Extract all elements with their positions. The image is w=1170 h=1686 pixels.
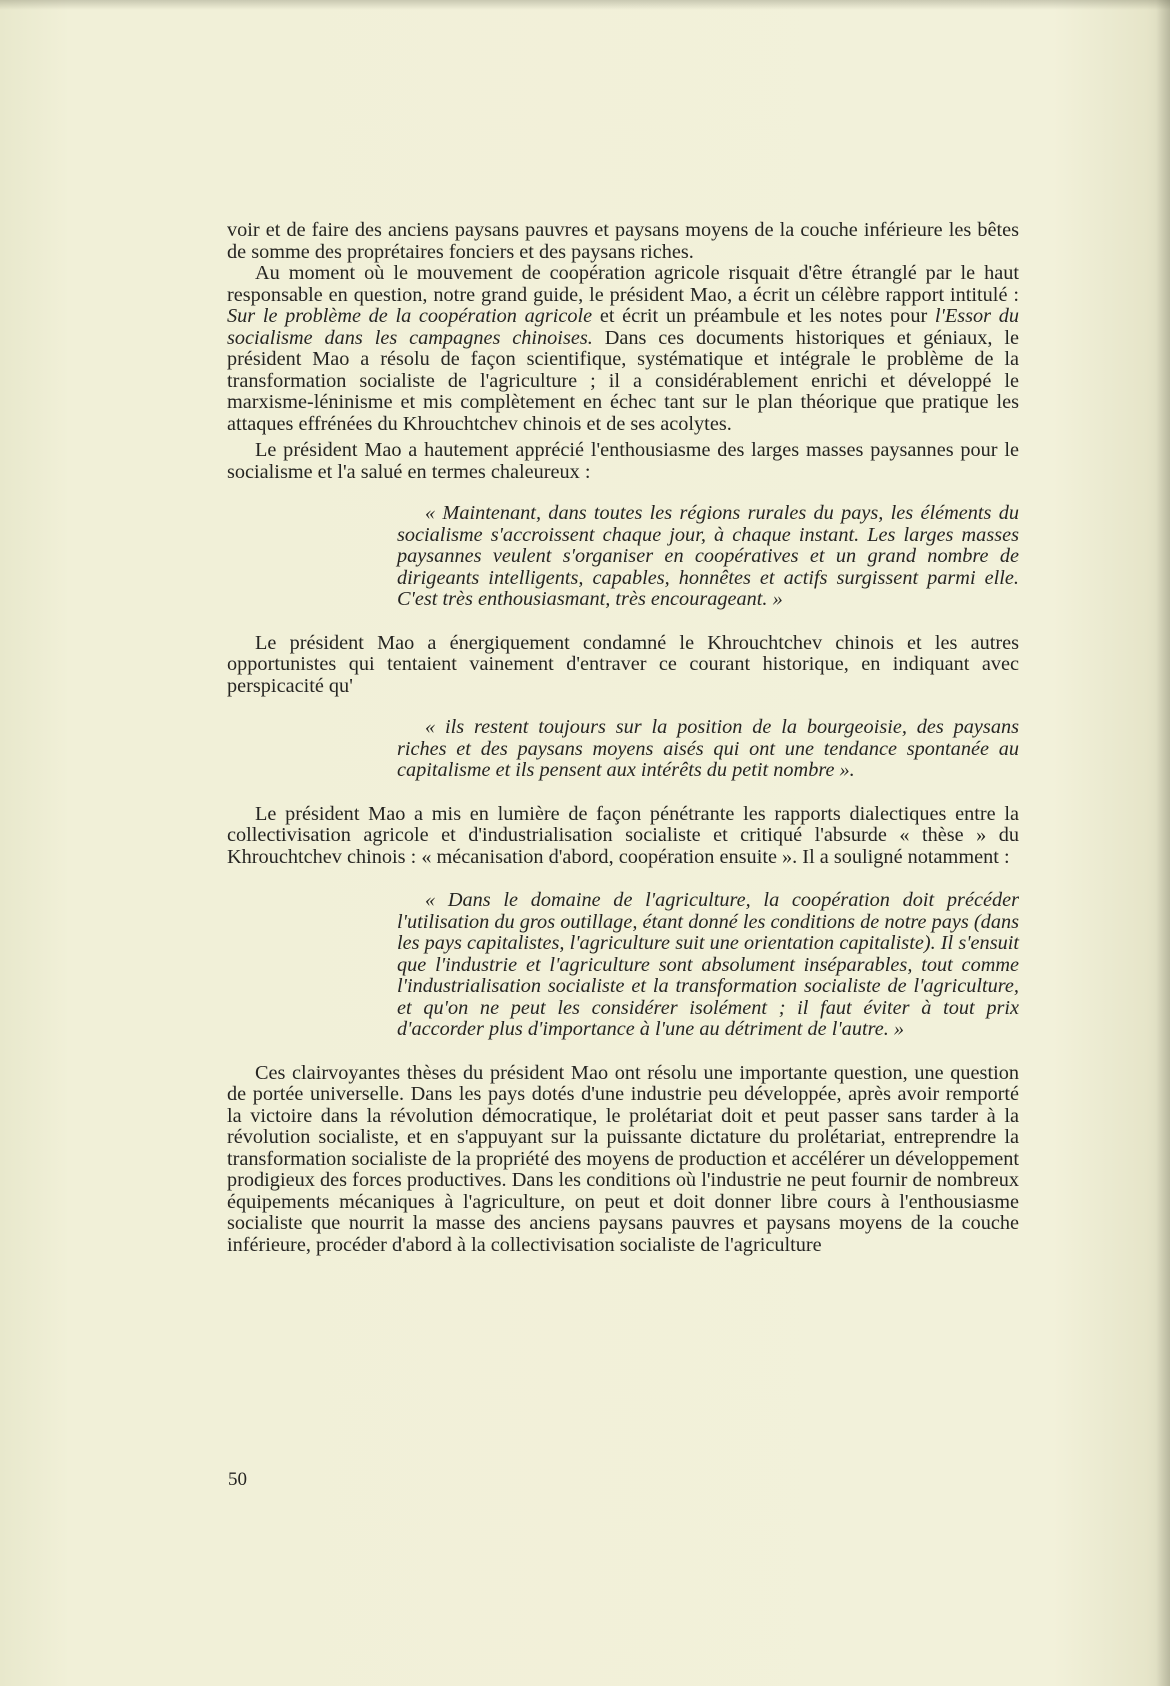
paragraph-text: et écrit un préambule et les notes pour [592, 305, 935, 327]
page-right-edge-shadow [1156, 0, 1170, 1686]
quotation-block [397, 890, 1019, 1041]
paragraph-text: Dans ces documents historiques et géniaux, le président Mao a résolu de façon scientifique, systématique et intégrale le problème de la transformation socialiste de l'agriculture ; il a considérablement enrichi et développé le marxisme-léninisme et mis complètement en échec tant sur le plan théorique que pratique les attaques effrénées du Khrouchtchev chinois et de ses acolytes. [227, 326, 1020, 435]
quotation-block [397, 717, 1019, 782]
quotation-block [397, 503, 1019, 611]
book-title-essor: l'Essor du socialisme dans les campagnes chinoises. [227, 305, 1020, 349]
quotation-text: « Dans le domaine de l'agriculture, la coopération doit précéder l'utilisation du gros outillage, étant donné les conditions de notre pays (dans les pays capitalistes, l'agriculture suit une orientation capitaliste). Il s'ensuit que l'industrie et l'agriculture sont absolument inséparables, tout comme l'industrialisation socialiste et la transformation socialiste de l'agriculture, et qu'on ne peut les considérer isolément ; il faut éviter à tout prix d'accorder plus d'importance à l'une au détriment de l'autre. » [397, 889, 1019, 1040]
quotation-text: « ils restent toujours sur la position de la bourgeoisie, des paysans riches et des paysans moyens aisés qui ont une tendance spontanée au capitalisme et ils pensent aux intérêts du petit nombre ». [397, 716, 1019, 781]
paragraph-condemnation: Le président Mao a énergiquement condamné le Khrouchtchev chinois et les autres opportunistes qui tentaient vainement d'entraver ce courant historique, en indiquant avec perspicacité qu' [227, 631, 1019, 697]
paragraph-enthusiasm: Le président Mao a hautement apprécié l'enthousiasme des larges masses paysannes pour le socialisme et l'a salué en termes chaleureux : [227, 439, 1019, 483]
body-text [227, 220, 1019, 1256]
page-top-shadow [0, 0, 1170, 10]
page-number: 50 [228, 1469, 247, 1490]
paragraph-text: Au moment où le mouvement de coopération agricole risquait d'être étranglé par le haut responsable en question, notre grand guide, le président Mao, a écrit un célèbre rapport intitulé : [227, 262, 1019, 306]
paragraph-dialectics: Le président Mao a mis en lumière de façon pénétrante les rapports dialectiques entre la collectivisation agricole et d'industrialisation socialiste et critiqué l'absurde « thèse » du Khrouchtchev chinois : « mécanisation d'abord, coopération ensuite ». Il a souligné notamment : [227, 802, 1019, 868]
quotation-text: « Maintenant, dans toutes les régions rurales du pays, les éléments du socialisme s'accroissent chaque jour, à chaque instant. Les larges masses paysannes veulent s'organiser en coopératives et un grand nombre de dirigeants intelligents, capables, honnêtes et actifs surgissent parmi elle. C'est très enthousiasmant, très encourageant. » [397, 502, 1019, 610]
paragraph-continuation: voir et de faire des anciens paysans pauvres et paysans moyens de la couche inférieure les bêtes de somme des proprétaires fonciers et des paysans riches. [227, 219, 1019, 263]
book-title-cooperation: Sur le problème de la coopération agricole [227, 305, 593, 327]
paragraph-cooperation-report [227, 263, 1019, 435]
paragraph-universal-question: Ces clairvoyantes thèses du président Mao ont résolu une importante question, une question de portée universelle. Dans les pays dotés d'une industrie peu développée, après avoir remporté la victoire dans la révolution démocratique, le prolétariat doit et peut passer sans tarder à la révolution socialiste, et en s'appuyant sur la puissante dictature du prolétariat, entreprendre la transformation socialiste de la propriété des moyens de production et accélérer un développement prodigieux des forces productives. Dans les conditions où l'industrie ne peut fournir de nombreux équipements mécaniques à l'agriculture, on peut et doit donner libre cours à l'enthousiasme socialiste que nourrit la masse des anciens paysans pauvres et paysans moyens de la couche inférieure, procéder d'abord à la collectivisation socialiste de l'agriculture [227, 1061, 1019, 1256]
